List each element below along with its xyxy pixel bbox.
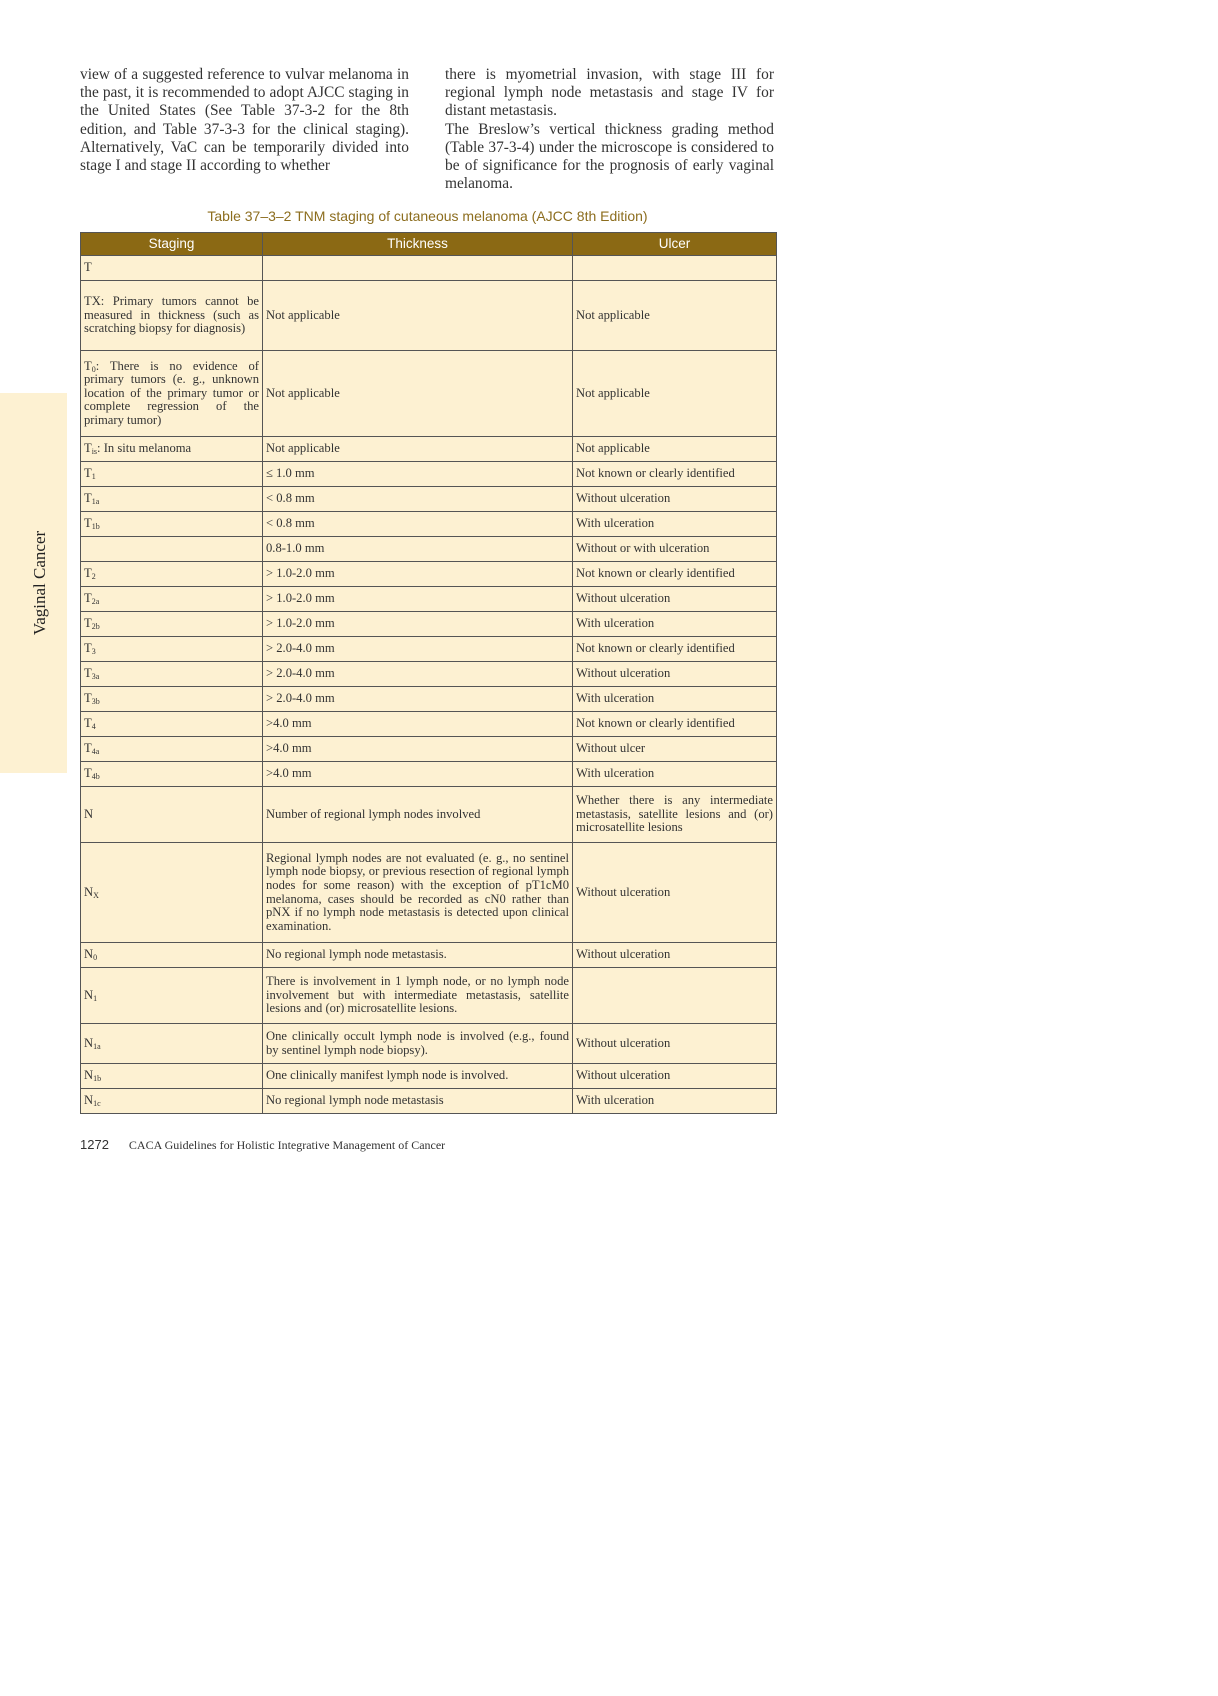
- staging-cell: $T_0$: There is no evidence of primary tumors (e. g., unknown location of the primary tumor or complete regression of the primary tumor): [81, 351, 263, 437]
- staging-cell: $N_{1a}$: [81, 1024, 263, 1064]
- right-paragraph-1: there is myometrial invasion, with stage III for regional lymph node metastasis and stage IV for distant metastasis.: [445, 66, 774, 120]
- thickness-cell: No regional lymph node metastasis.: [263, 943, 573, 968]
- thickness-cell: >4.0 mm: [263, 762, 573, 787]
- staging-cell: $T_2$: [81, 562, 263, 587]
- staging-cell: $T_{3b}$: [81, 687, 263, 712]
- right-column: [445, 66, 774, 193]
- staging-cell: $N_0$: [81, 943, 263, 968]
- table-row: [81, 662, 777, 687]
- table-row: [81, 612, 777, 637]
- table-caption: Table 37–3–2 TNM staging of cutaneous melanoma (AJCC 8th Edition): [207, 208, 648, 224]
- table-row: [81, 587, 777, 612]
- table-row: [81, 712, 777, 737]
- ulcer-cell: With ulceration: [573, 612, 777, 637]
- thickness-cell: > 2.0-4.0 mm: [263, 687, 573, 712]
- table-row: [81, 512, 777, 537]
- staging-cell: N: [81, 787, 263, 843]
- staging-cell: TX: Primary tumors cannot be measured in thickness (such as scratching biopsy for diagnosis): [81, 281, 263, 351]
- header-ulcer: Ulcer: [573, 233, 777, 256]
- table-row: [81, 737, 777, 762]
- staging-cell: $T_{2b}$: [81, 612, 263, 637]
- side-label: Vaginal Cancer: [30, 530, 49, 636]
- table-row: [81, 943, 777, 968]
- table-row: [81, 1024, 777, 1064]
- thickness-cell: < 0.8 mm: [263, 487, 573, 512]
- table-row: [81, 537, 777, 562]
- ulcer-cell: With ulceration: [573, 762, 777, 787]
- ulcer-cell: Not known or clearly identified: [573, 712, 777, 737]
- staging-cell: $T_{4a}$: [81, 737, 263, 762]
- thickness-cell: >4.0 mm: [263, 712, 573, 737]
- ulcer-cell: Not known or clearly identified: [573, 562, 777, 587]
- ulcer-cell: With ulceration: [573, 1089, 777, 1114]
- thickness-cell: >4.0 mm: [263, 737, 573, 762]
- thickness-cell: Regional lymph nodes are not evaluated (e. g., no sentinel lymph node biopsy, or previous resection of regional lymph nodes for some reason) with the exception of pT1cM0 melanoma, cases should be recorded as cN0 rather than pNX if no lymph node metastasis is detected upon clinical examination.: [263, 843, 573, 943]
- ulcer-cell: Without ulceration: [573, 662, 777, 687]
- table-row: [81, 843, 777, 943]
- thickness-cell: ≤ 1.0 mm: [263, 462, 573, 487]
- page-footer: [80, 1137, 445, 1153]
- ulcer-cell: [573, 968, 777, 1024]
- thickness-cell: Not applicable: [263, 437, 573, 462]
- staging-cell: $N_{1b}$: [81, 1064, 263, 1089]
- table-row: [81, 562, 777, 587]
- staging-cell: $T_3$: [81, 637, 263, 662]
- ulcer-cell: With ulceration: [573, 687, 777, 712]
- table-row: [81, 787, 777, 843]
- left-paragraph: view of a suggested reference to vulvar melanoma in the past, it is recommended to adopt AJCC staging in the United States (See Table 37-3-2 for the 8th edition, and Table 37-3-3 for the clinical staging). Alternatively, VaC can be temporarily divided into stage I and stage II according to whether: [80, 66, 409, 175]
- staging-cell: T: [81, 256, 263, 281]
- right-paragraph-2: The Breslow’s vertical thickness grading method (Table 37-3-4) under the microscope is considered to be of significance for the prognosis of early vaginal melanoma.: [445, 120, 774, 193]
- ulcer-cell: Without ulceration: [573, 943, 777, 968]
- table-row: [81, 487, 777, 512]
- staging-cell: [81, 537, 263, 562]
- staging-cell: $T_{1a}$: [81, 487, 263, 512]
- table-row: [81, 1089, 777, 1114]
- staging-cell: $T_{is}$: In situ melanoma: [81, 437, 263, 462]
- staging-cell: $N_X$: [81, 843, 263, 943]
- ulcer-cell: Without ulceration: [573, 1024, 777, 1064]
- thickness-cell: < 0.8 mm: [263, 512, 573, 537]
- ulcer-cell: [573, 256, 777, 281]
- ulcer-cell: With ulceration: [573, 512, 777, 537]
- staging-cell: $T_{2a}$: [81, 587, 263, 612]
- table-row: [81, 1064, 777, 1089]
- ulcer-cell: Not known or clearly identified: [573, 462, 777, 487]
- thickness-cell: Not applicable: [263, 351, 573, 437]
- thickness-cell: One clinically manifest lymph node is involved.: [263, 1064, 573, 1089]
- thickness-cell: 0.8-1.0 mm: [263, 537, 573, 562]
- header-staging: Staging: [81, 233, 263, 256]
- table-row: [81, 968, 777, 1024]
- table-row: [81, 637, 777, 662]
- thickness-cell: > 1.0-2.0 mm: [263, 612, 573, 637]
- staging-cell: $T_{4b}$: [81, 762, 263, 787]
- ulcer-cell: Without ulcer: [573, 737, 777, 762]
- staging-cell: $N_{1c}$: [81, 1089, 263, 1114]
- ulcer-cell: Not applicable: [573, 281, 777, 351]
- ulcer-cell: Not known or clearly identified: [573, 637, 777, 662]
- thickness-cell: [263, 256, 573, 281]
- ulcer-cell: Without ulceration: [573, 843, 777, 943]
- thickness-cell: One clinically occult lymph node is involved (e.g., found by sentinel lymph node biopsy).: [263, 1024, 573, 1064]
- table-row: [81, 437, 777, 462]
- staging-cell: $T_4$: [81, 712, 263, 737]
- book-title: CACA Guidelines for Holistic Integrative Management of Cancer: [128, 1138, 446, 1152]
- ulcer-cell: Whether there is any intermediate metastasis, satellite lesions and (or) microsatellite lesions: [573, 787, 777, 843]
- thickness-cell: Number of regional lymph nodes involved: [263, 787, 573, 843]
- page-number: 1272: [80, 1137, 109, 1152]
- staging-cell: $T_1$: [81, 462, 263, 487]
- staging-cell: $T_{1b}$: [81, 512, 263, 537]
- thickness-cell: Not applicable: [263, 281, 573, 351]
- table-row: [81, 281, 777, 351]
- table-row: [81, 256, 777, 281]
- left-column: [80, 66, 409, 175]
- thickness-cell: > 1.0-2.0 mm: [263, 587, 573, 612]
- ulcer-cell: Without ulceration: [573, 587, 777, 612]
- table-row: [81, 762, 777, 787]
- staging-cell: $T_{3a}$: [81, 662, 263, 687]
- table-row: [81, 351, 777, 437]
- thickness-cell: > 2.0-4.0 mm: [263, 662, 573, 687]
- staging-cell: $N_1$: [81, 968, 263, 1024]
- thickness-cell: > 1.0-2.0 mm: [263, 562, 573, 587]
- table-header-row: [81, 233, 777, 256]
- staging-table: [80, 232, 777, 1114]
- thickness-cell: There is involvement in 1 lymph node, or no lymph node involvement but with intermediate metastasis, satellite lesions and (or) microsatellite lesions.: [263, 968, 573, 1024]
- table-row: [81, 462, 777, 487]
- header-thickness: Thickness: [263, 233, 573, 256]
- ulcer-cell: Not applicable: [573, 351, 777, 437]
- table-row: [81, 687, 777, 712]
- thickness-cell: No regional lymph node metastasis: [263, 1089, 573, 1114]
- ulcer-cell: Without or with ulceration: [573, 537, 777, 562]
- ulcer-cell: Without ulceration: [573, 487, 777, 512]
- ulcer-cell: Not applicable: [573, 437, 777, 462]
- thickness-cell: > 2.0-4.0 mm: [263, 637, 573, 662]
- ulcer-cell: Without ulceration: [573, 1064, 777, 1089]
